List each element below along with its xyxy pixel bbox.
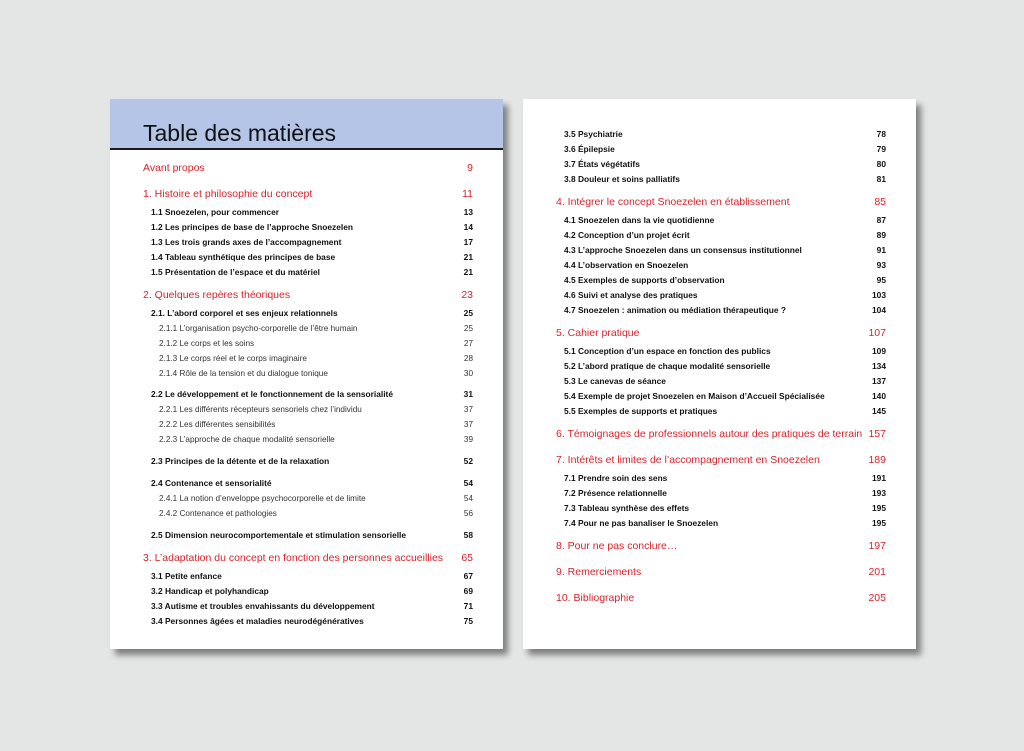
toc-section — [556, 157, 886, 172]
toc-entry-page: 87 — [876, 215, 886, 225]
toc-subsection — [143, 366, 473, 381]
toc-entry-page: 78 — [876, 129, 886, 139]
toc-section — [143, 584, 473, 599]
toc-entry-label: 3.2 Handicap et polyhandicap — [151, 586, 269, 596]
toc-entry-page: 39 — [463, 435, 473, 444]
toc-entry-label: 7.4 Pour ne pas banaliser le Snoezelen — [564, 518, 719, 528]
toc-section — [143, 250, 473, 265]
title-band — [110, 99, 503, 150]
toc-entry-page: 195 — [872, 518, 886, 528]
toc-section — [556, 243, 886, 258]
toc-entry-page: 189 — [868, 454, 886, 466]
toc-entry-label: 8. Pour ne pas conclure… — [556, 540, 678, 552]
toc-entry-label: 5.1 Conception d’un espace en fonction des publics — [564, 346, 771, 356]
toc-section — [556, 127, 886, 142]
toc-entry-page: 104 — [872, 305, 886, 315]
toc-entry-label: 7. Intérêts et limites de l’accompagnement en Snoezelen — [556, 454, 820, 466]
toc-section — [143, 235, 473, 250]
toc-entry-page: 134 — [872, 361, 886, 371]
toc-entry-label: Avant propos — [143, 162, 205, 174]
toc-entry-page: 13 — [463, 207, 473, 217]
toc-entry-page: 27 — [463, 339, 473, 348]
toc-list-left — [143, 157, 473, 629]
toc-section — [143, 476, 473, 491]
toc-entry-label: 2.4.2 Contenance et pathologies — [159, 509, 277, 518]
page-title: Table des matières — [143, 120, 337, 146]
toc-entry-label: 1.5 Présentation de l’espace et du matériel — [151, 267, 320, 277]
toc-entry-page: 23 — [461, 289, 473, 301]
toc-section — [556, 303, 886, 318]
toc-section — [143, 454, 473, 469]
toc-entry-page: 193 — [872, 488, 886, 498]
toc-section — [556, 389, 886, 404]
toc-entry-label: 5.4 Exemple de projet Snoezelen en Maison d’Accueil Spécialisée — [564, 391, 825, 401]
toc-entry-page: 137 — [872, 376, 886, 386]
toc-entry-label: 4.1 Snoezelen dans la vie quotidienne — [564, 215, 715, 225]
toc-subsection — [143, 432, 473, 447]
toc-entry-label: 3.6 Épilepsie — [564, 144, 615, 154]
toc-section — [556, 471, 886, 486]
toc-section — [143, 569, 473, 584]
toc-entry-label: 1.1 Snoezelen, pour commencer — [151, 207, 279, 217]
toc-entry-label: 2. Quelques repères théoriques — [143, 289, 291, 301]
toc-entry-label: 3.3 Autisme et troubles envahissants du développement — [151, 601, 375, 611]
toc-subsection — [143, 417, 473, 432]
toc-entry-label: 7.1 Prendre soin des sens — [564, 473, 668, 483]
toc-section — [556, 359, 886, 374]
toc-entry-label: 5.2 L’abord pratique de chaque modalité sensorielle — [564, 361, 771, 371]
toc-entry-page: 145 — [872, 406, 886, 416]
toc-entry-label: 3. L’adaptation du concept en fonction des personnes accueillies — [143, 552, 444, 564]
toc-subsection — [143, 491, 473, 506]
toc-entry-page: 37 — [463, 405, 473, 414]
toc-entry-label: 2.1.1 L’organisation psycho-corporelle de l’être humain — [159, 324, 358, 333]
toc-entry-page: 205 — [868, 592, 886, 604]
toc-entry-label: 3.5 Psychiatrie — [564, 129, 623, 139]
toc-section — [143, 387, 473, 402]
toc-chapter — [143, 284, 473, 306]
toc-entry-label: 2.4 Contenance et sensorialité — [151, 478, 272, 488]
toc-entry-label: 2.1.4 Rôle de la tension et du dialogue tonique — [159, 369, 328, 378]
toc-subsection — [143, 321, 473, 336]
toc-entry-label: 1.2 Les principes de base de l’approche Snoezelen — [151, 222, 354, 232]
toc-entry-label: 4.6 Suivi et analyse des pratiques — [564, 290, 698, 300]
toc-entry-page: 54 — [463, 494, 473, 503]
toc-section — [556, 228, 886, 243]
toc-entry-label: 2.3 Principes de la détente et de la relaxation — [151, 456, 330, 466]
toc-section — [556, 213, 886, 228]
toc-entry-page: 75 — [463, 616, 473, 626]
toc-chapter — [556, 561, 886, 583]
toc-entry-label: 2.1.2 Le corps et les soins — [159, 339, 255, 348]
toc-entry-label: 7.3 Tableau synthèse des effets — [564, 503, 690, 513]
toc-entry-page: 201 — [868, 566, 886, 578]
toc-entry-page: 25 — [463, 324, 473, 333]
toc-section — [556, 142, 886, 157]
toc-subsection — [143, 336, 473, 351]
toc-section — [143, 205, 473, 220]
toc-entry-page: 28 — [463, 354, 473, 363]
toc-entry-label: 2.1. L’abord corporel et ses enjeux relationnels — [151, 308, 338, 318]
toc-section — [143, 265, 473, 280]
toc-entry-page: 30 — [463, 369, 473, 378]
toc-entry-label: 1.3 Les trois grands axes de l’accompagnement — [151, 237, 342, 247]
toc-subsection — [143, 351, 473, 366]
toc-entry-label: 3.7 États végétatifs — [564, 159, 640, 169]
toc-entry-page: 37 — [463, 420, 473, 429]
toc-entry-label: 1.4 Tableau synthétique des principes de base — [151, 252, 336, 262]
toc-entry-label: 2.2.1 Les différents récepteurs sensoriels chez l’individu — [159, 405, 362, 414]
toc-entry-label: 2.5 Dimension neurocomportementale et stimulation sensorielle — [151, 530, 407, 540]
toc-chapter — [556, 423, 886, 445]
toc-subsection — [143, 402, 473, 417]
toc-entry-page: 103 — [872, 290, 886, 300]
toc-entry-page: 31 — [463, 389, 473, 399]
toc-entry-page: 79 — [876, 144, 886, 154]
toc-section — [556, 404, 886, 419]
toc-list-right — [556, 127, 886, 609]
toc-entry-page: 91 — [876, 245, 886, 255]
toc-entry-page: 107 — [868, 327, 886, 339]
toc-entry-page: 11 — [462, 188, 473, 200]
toc-chapter — [556, 322, 886, 344]
toc-chapter — [556, 191, 886, 213]
toc-entry-label: 2.2.3 L’approche de chaque modalité sensorielle — [159, 435, 335, 444]
toc-chapter — [143, 547, 473, 569]
toc-entry-page: 17 — [463, 237, 473, 247]
toc-entry-label: 2.2.2 Les différentes sensibilités — [159, 420, 276, 429]
toc-entry-page: 157 — [868, 428, 886, 440]
toc-entry-label: 3.8 Douleur et soins palliatifs — [564, 174, 680, 184]
toc-entry-label: 3.4 Personnes âgées et maladies neurodégénératives — [151, 616, 364, 626]
toc-entry-page: 81 — [876, 174, 886, 184]
toc-entry-page: 69 — [463, 586, 473, 596]
toc-section — [143, 614, 473, 629]
toc-entry-page: 71 — [463, 601, 473, 611]
toc-section — [556, 374, 886, 389]
toc-section — [143, 599, 473, 614]
toc-entry-page: 65 — [461, 552, 473, 564]
toc-entry-page: 89 — [876, 230, 886, 240]
toc-entry-page: 195 — [872, 503, 886, 513]
toc-entry-page: 80 — [876, 159, 886, 169]
toc-entry-label: 4. Intégrer le concept Snoezelen en établissement — [556, 196, 790, 208]
toc-entry-page: 9 — [467, 162, 473, 174]
right-page — [523, 99, 916, 649]
toc-section — [143, 306, 473, 321]
toc-section — [556, 501, 886, 516]
toc-section — [556, 258, 886, 273]
toc-entry-label: 4.7 Snoezelen : animation ou médiation thérapeutique ? — [564, 305, 786, 315]
toc-entry-page: 54 — [463, 478, 473, 488]
toc-entry-label: 2.2 Le développement et le fonctionnement de la sensorialité — [151, 389, 394, 399]
toc-entry-label: 1. Histoire et philosophie du concept — [143, 188, 313, 200]
toc-entry-label: 2.1.3 Le corps réel et le corps imaginaire — [159, 354, 307, 363]
toc-chapter — [143, 157, 473, 179]
toc-entry-page: 14 — [463, 222, 473, 232]
toc-entry-page: 140 — [872, 391, 886, 401]
toc-entry-page: 67 — [463, 571, 473, 581]
toc-chapter — [556, 449, 886, 471]
toc-entry-label: 2.4.1 La notion d’enveloppe psychocorporelle et de limite — [159, 494, 366, 503]
toc-chapter — [143, 183, 473, 205]
toc-entry-label: 5.5 Exemples de supports et pratiques — [564, 406, 718, 416]
toc-section — [556, 288, 886, 303]
toc-entry-page: 85 — [874, 196, 886, 208]
toc-section — [143, 220, 473, 235]
toc-entry-label: 10. Bibliographie — [556, 592, 635, 604]
toc-section — [556, 344, 886, 359]
toc-section — [556, 273, 886, 288]
toc-entry-label: 5.3 Le canevas de séance — [564, 376, 666, 386]
toc-section — [143, 528, 473, 543]
toc-entry-page: 21 — [463, 252, 473, 262]
toc-entry-page: 197 — [868, 540, 886, 552]
left-page — [110, 99, 503, 649]
toc-entry-label: 4.3 L’approche Snoezelen dans un consensus institutionnel — [564, 245, 802, 255]
toc-entry-label: 7.2 Présence relationnelle — [564, 488, 667, 498]
toc-entry-label: 5. Cahier pratique — [556, 327, 640, 339]
toc-entry-page: 191 — [872, 473, 886, 483]
toc-entry-label: 6. Témoignages de professionnels autour des pratiques de terrain — [556, 428, 863, 440]
toc-entry-label: 4.2 Conception d’un projet écrit — [564, 230, 690, 240]
toc-subsection — [143, 506, 473, 521]
toc-chapter — [556, 535, 886, 557]
toc-entry-page: 56 — [463, 509, 473, 518]
toc-section — [556, 516, 886, 531]
toc-entry-page: 95 — [876, 275, 886, 285]
toc-entry-label: 4.4 L’observation en Snoezelen — [564, 260, 689, 270]
toc-entry-label: 4.5 Exemples de supports d’observation — [564, 275, 725, 285]
toc-entry-page: 93 — [876, 260, 886, 270]
toc-entry-page: 25 — [463, 308, 473, 318]
toc-section — [556, 172, 886, 187]
toc-entry-page: 109 — [872, 346, 886, 356]
toc-section — [556, 486, 886, 501]
toc-chapter — [556, 587, 886, 609]
toc-entry-page: 52 — [463, 456, 473, 466]
toc-entry-label: 3.1 Petite enfance — [151, 571, 222, 581]
toc-entry-label: 9. Remerciements — [556, 566, 642, 578]
toc-entry-page: 21 — [463, 267, 473, 277]
toc-entry-page: 58 — [463, 530, 473, 540]
